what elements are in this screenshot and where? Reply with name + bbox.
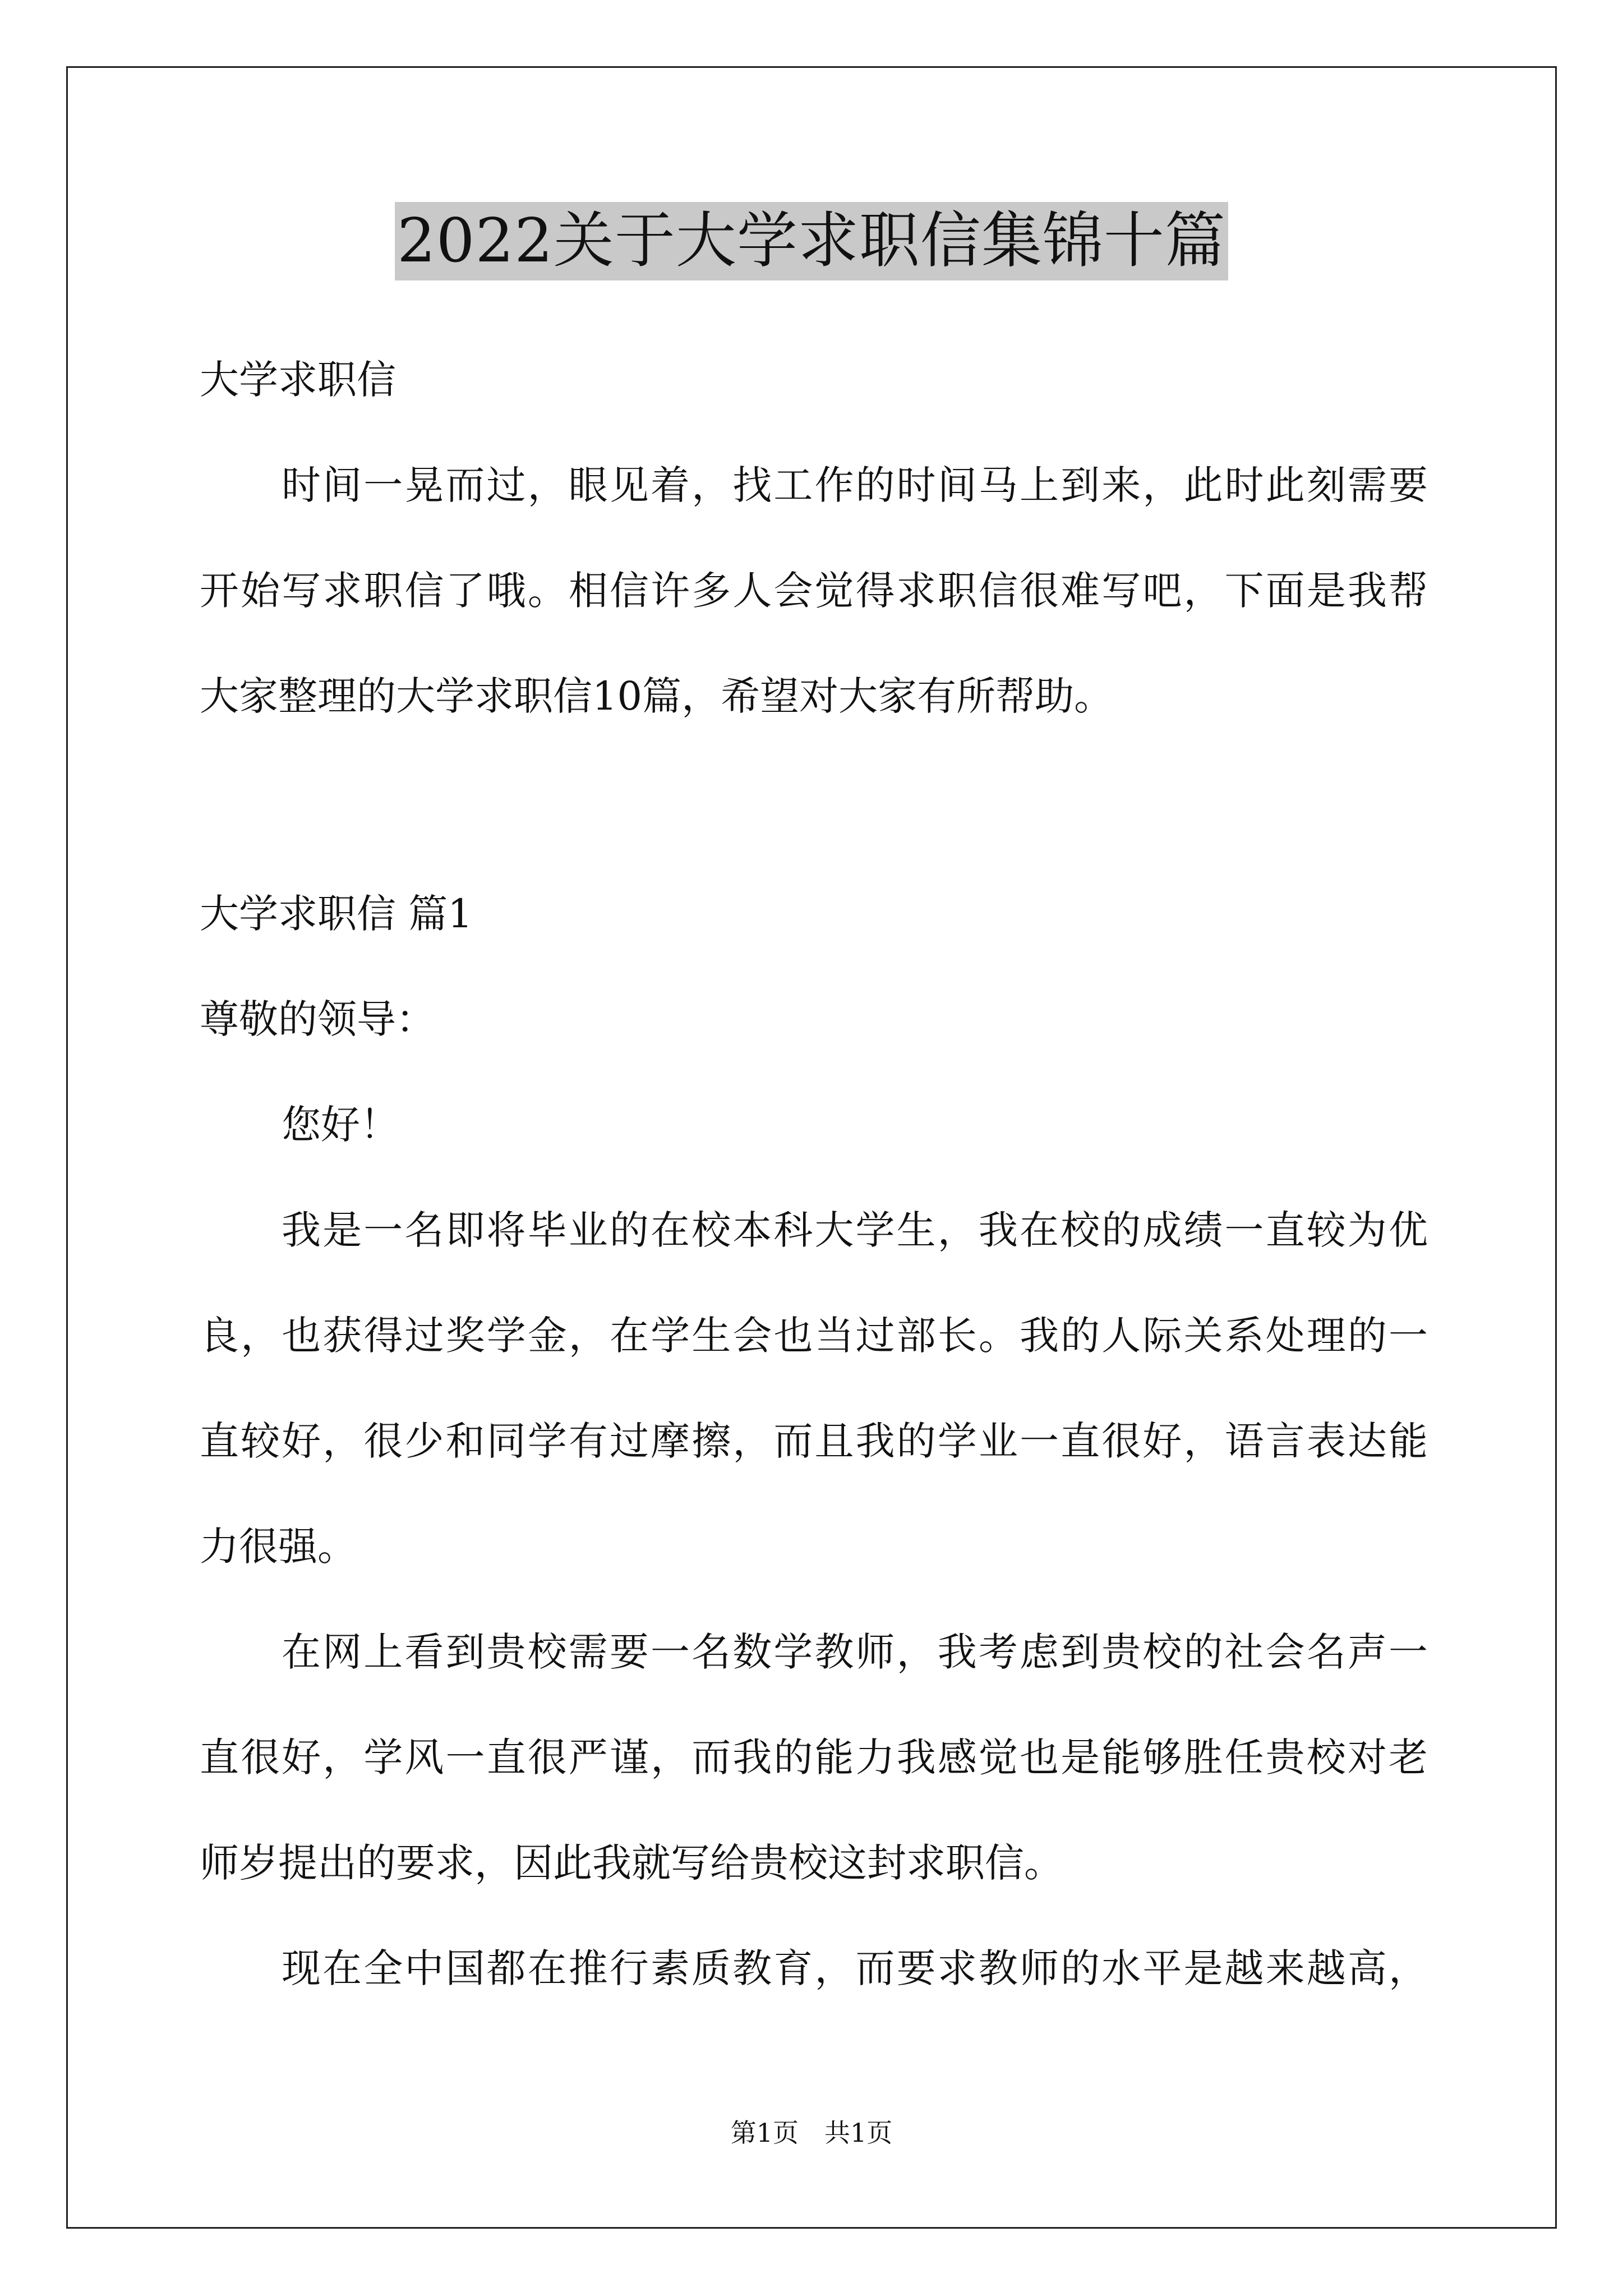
document-title: 2022关于大学求职信集锦十篇 [395, 202, 1228, 280]
paragraph-line: 时间一晃而过，眼见着，找工作的时间马上到来，此时此刻需要 [282, 462, 1428, 508]
section-heading: 大学求职信 [200, 357, 396, 403]
paragraph-line: 师岁提出的要求，因此我就写给贵校这封求职信。 [200, 1840, 1063, 1886]
paragraph-line: 力很强。 [200, 1524, 357, 1570]
page-footer: 第1页 共1页 [730, 2118, 893, 2148]
paragraph-line: 良，也获得过奖学金，在学生会也当过部长。我的人际关系处理的一 [200, 1313, 1428, 1359]
greeting: 您好！ [282, 1102, 399, 1148]
paragraph-line: 直很好，学风一直很严谨，而我的能力我感觉也是能够胜任贵校对老 [200, 1734, 1428, 1780]
paragraph-line: 直较好，很少和同学有过摩擦，而且我的学业一直很好，语言表达能 [200, 1418, 1428, 1464]
paragraph-line: 在网上看到贵校需要一名数学教师，我考虑到贵校的社会名声一 [282, 1629, 1428, 1675]
paragraph-line: 我是一名即将毕业的在校本科大学生，我在校的成绩一直较为优 [282, 1207, 1428, 1253]
paragraph-line: 开始写求职信了哦。相信许多人会觉得求职信很难写吧，下面是我帮 [200, 568, 1428, 614]
salutation: 尊敬的领导： [200, 996, 435, 1042]
section-heading: 大学求职信 篇1 [200, 891, 473, 937]
title-container [0, 202, 1623, 280]
paragraph-line: 大家整理的大学求职信10篇，希望对大家有所帮助。 [200, 673, 1114, 719]
paragraph-line: 现在全中国都在推行素质教育，而要求教师的水平是越来越高， [282, 1945, 1428, 1991]
